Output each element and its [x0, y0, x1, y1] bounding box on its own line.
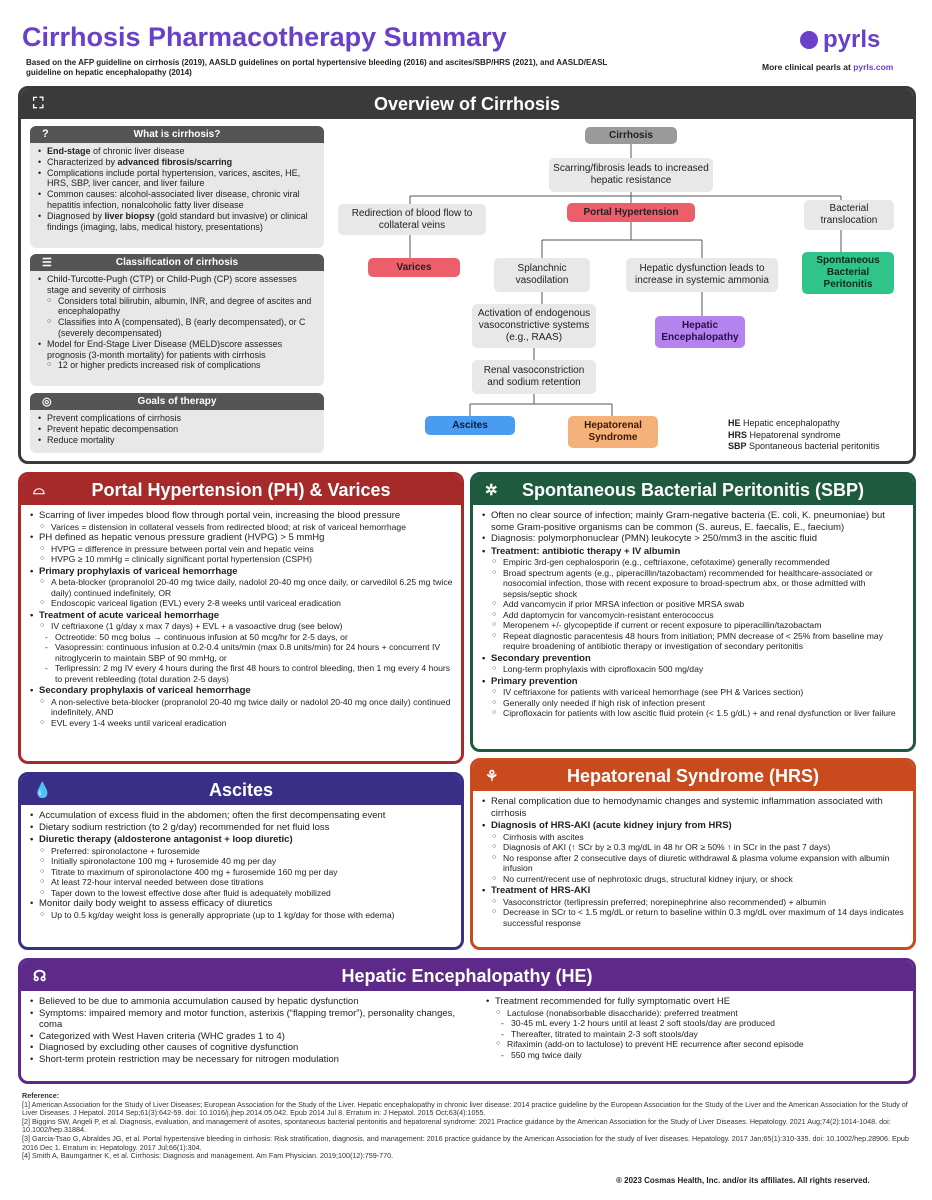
- list-item: ○ Add vancomycin if prior MRSA infection or positive MRSA swab: [481, 599, 905, 610]
- node-hrs: Hepatorenal Syndrome: [568, 416, 658, 448]
- list-item: • Diagnosed by excluding other causes of cognitive dysfunction: [29, 1042, 469, 1054]
- droplet-icon: 💧: [33, 782, 52, 799]
- list-item: • Dietary sodium restriction (to 2 g/day) recommended for net fluid loss: [29, 822, 453, 834]
- list-item: ○ Classifies into A (compensated), B (early decompensated), or C (severely decompensated): [38, 317, 316, 339]
- he-panel: [18, 958, 916, 1084]
- list-item: • Treatment of acute variceal hemorrhage: [29, 610, 453, 622]
- ph-panel: [18, 472, 464, 764]
- list-item: ○ Cirrhosis with ascites: [481, 832, 905, 843]
- reference-item: [3] Garcia-Tsao G, Abraldes JG, et al. Portal hypertensive bleeding in cirrhosis: Risk stratification, diagnosis, and management: 2016 practice guidance by the American Association for the study of liver diseases. Hepatology. 2017 Jan;65(1):310-335. doi: 10.1002/hep.28906. Epub 2016 Dec 1. Erratum in: Hepatology. 2017 Jul;66(1):304.: [22, 1133, 909, 1152]
- goals-list: [30, 410, 324, 448]
- list-item: • Accumulation of excess fluid in the abdomen; often the first decompensating event: [29, 810, 453, 822]
- sbp-panel: [470, 472, 916, 752]
- node-renal: Renal vasoconstriction and sodium retention: [472, 360, 596, 394]
- legend-item: HRS Hepatorenal syndrome: [728, 429, 841, 440]
- list-item: ○ Vasoconstrictor (terlipressin preferred; norepinephrine also recommended) + albumin: [481, 897, 905, 908]
- list-item: ○ A beta-blocker (propranolol 20-40 mg twice daily, nadolol 20-40 mg once daily, or carvedilol 6.25 mg twice daily) continued indefinitely, OR: [29, 577, 453, 598]
- list-item: ○ Ciprofloxacin for patients with low ascitic fluid protein (< 1.5 g/dL) + and renal dysfunction or liver failure: [481, 708, 905, 719]
- copyright: ® 2023 Cosmas Health, Inc. and/or its affiliates. All rights reserved.: [616, 1176, 870, 1185]
- list-item: • Diagnosis: polymorphonuclear (PMN) leukocyte > 250/mm3 in the ascitic fluid: [481, 533, 905, 545]
- list-icon: ☰: [42, 257, 52, 269]
- list-item: • Reduce mortality: [38, 435, 316, 446]
- list-item: • Primary prophylaxis of variceal hemorrhage: [29, 566, 453, 578]
- list-item: • Model for End-Stage Liver Disease (MELD)score assesses prognosis (3-month mortality) for patients with cirrhosis: [38, 339, 316, 361]
- logo[interactable]: [800, 26, 880, 54]
- node-hepatic-dysfunction: Hepatic dysfunction leads to increase in systemic ammonia: [626, 258, 778, 292]
- page-title: Cirrhosis Pharmacotherapy Summary: [22, 22, 507, 52]
- list-item: • Treatment recommended for fully symptomatic overt HE: [485, 996, 905, 1008]
- classification-box: [30, 254, 324, 386]
- he-left-list: [29, 996, 469, 1065]
- node-splanchnic: Splanchnic vasodilation: [494, 258, 590, 292]
- liver-icon: ⌓: [33, 481, 45, 498]
- list-item: • Diagnosed by liver biopsy (gold standard but invasive) or clinical findings (imaging, labs, medical history, presentations): [38, 211, 316, 233]
- list-item: • Believed to be due to ammonia accumulation caused by hepatic dysfunction: [29, 996, 469, 1008]
- list-item: • Often no clear source of infection; mainly Gram-negative bacteria (E. coli, K. pneumoniae) but some Gram-positive organisms can be common (S. aureus, E. faecalis, E., faecium): [481, 510, 905, 533]
- logo-text: pyrls: [823, 26, 881, 53]
- node-varices: Varices: [368, 258, 460, 277]
- list-item: • Prevent complications of cirrhosis: [38, 413, 316, 424]
- overview-title: Overview of Cirrhosis: [373, 93, 561, 114]
- list-item: ○ Add daptomycin for vancomycin-resistant enterococcus: [481, 610, 905, 621]
- list-item: - Vasopressin: continuous infusion at 0.2-0.4 units/min (max 0.8 units/min) for 24 hours + concurrent IV nitroglycerin to maintain SBP of 90 mmHg, or: [29, 642, 453, 663]
- list-item: ○ Generally only needed if high risk of infection present: [481, 698, 905, 709]
- node-sbp: Spontaneous Bacterial Peritonitis: [802, 252, 894, 294]
- list-item: ○ IV ceftriaxone for patients with variceal hemorrhage (see PH & Varices section): [481, 687, 905, 698]
- list-item: • Short-term protein restriction may be necessary for nitrogen modulation: [29, 1054, 469, 1066]
- list-item: • Primary prevention: [481, 676, 905, 688]
- list-item: ○ Rifaximin (add-on to lactulose) to prevent HE recurrence after second episode: [485, 1039, 905, 1050]
- list-item: ○ Endoscopic variceal ligation (EVL) every 2-8 weeks until variceal eradication: [29, 598, 453, 609]
- node-redirection: Redirection of blood flow to collateral veins: [338, 204, 486, 235]
- list-item: • Diagnosis of HRS-AKI (acute kidney injury from HRS): [481, 820, 905, 832]
- reference-item: [1] American Association for the Study of Liver Diseases; European Association for the Study of the Liver. Hepatic encephalopathy in chronic liver disease: 2014 practice guideline by the European Association for the Study of the Liver and the American Association for the Study of Liver Diseases. J Hepatol. 2014 Sep;61(3):642-59. doi: 10.1016/j.jhep.2014.05.042. Epub 2014 Jul 8. Erratum in: J Hepatol. 2015 Oct;63(4):1055.: [22, 1099, 908, 1118]
- moon-icon: [800, 31, 818, 49]
- list-item: ○ Diagnosis of AKI (↑ SCr by ≥ 0.3 mg/dL in 48 hr OR ≥ 50% ↑ in SCr in the past 7 days): [481, 842, 905, 853]
- goals-header: ◎ Goals of therapy: [30, 393, 324, 410]
- liver-diagram-icon: ⛶: [33, 95, 44, 112]
- node-ascites: Ascites: [425, 416, 515, 435]
- list-item: ○ Decrease in SCr to < 1.5 mg/dL or return to baseline within 0.3 mg/dL over maximum of 14 days indicates successful response: [481, 907, 905, 928]
- node-bacterial: Bacterial translocation: [804, 200, 894, 230]
- list-item: ○ Long-term prophylaxis with ciprofloxacin 500 mg/day: [481, 664, 905, 675]
- bacteria-icon: ✲: [485, 482, 498, 499]
- hrs-list: [481, 796, 905, 928]
- more-label: More clinical pearls at: [762, 62, 854, 72]
- list-item: - 30-45 mL every 1-2 hours until at least 2 soft stools/day are produced: [485, 1018, 905, 1029]
- list-item: ○ At least 72-hour interval needed between dose titrations: [29, 877, 453, 888]
- node-cirrhosis: Cirrhosis: [585, 127, 677, 144]
- list-item: ○ HVPG ≥ 10 mmHg = clinically significant portal hypertension (CSPH): [29, 554, 453, 565]
- list-item: - 550 mg twice daily: [485, 1050, 905, 1061]
- list-item: ○ Lactulose (nonabsorbable disaccharide): preferred treatment: [485, 1008, 905, 1019]
- sbp-header: [473, 475, 913, 505]
- node-scarring: Scarring/fibrosis leads to increased hepatic resistance: [549, 158, 713, 192]
- list-item: • Common causes: alcohol-associated liver disease, chronic viral hepatitis infection, nonalcoholic fatty liver disease: [38, 189, 316, 211]
- more-pearls: [762, 62, 893, 72]
- node-portal-hypertension: Portal Hypertension: [567, 203, 695, 222]
- hrs-header: [473, 761, 913, 791]
- node-activation: Activation of endogenous vasoconstrictive systems (e.g., RAAS): [472, 304, 596, 348]
- classification-header: ☰ Classification of cirrhosis: [30, 254, 324, 271]
- list-item: • Diuretic therapy (aldosterone antagonist + loop diuretic): [29, 834, 453, 846]
- what-list: [30, 143, 324, 235]
- list-item: • Secondary prevention: [481, 653, 905, 665]
- references: [22, 1092, 912, 1161]
- ascites-header: [21, 775, 461, 805]
- list-item: ○ Meropenem +/- glycopeptide if current or recent exposure to piperacillin/tazobactam: [481, 620, 905, 631]
- list-item: - Terlipressin: 2 mg IV every 4 hours during the first 48 hours to control bleeding, then 1 mg every 4 hours to prevent rebleeding (total duration 2-5 days): [29, 663, 453, 684]
- question-icon: ?: [42, 128, 49, 140]
- list-item: • Categorized with West Haven criteria (WHC grades 1 to 4): [29, 1031, 469, 1043]
- he-header: [21, 961, 913, 991]
- list-item: ○ Preferred: spironolactone + furosemide: [29, 846, 453, 857]
- list-item: • End-stage of chronic liver disease: [38, 146, 316, 157]
- kidney-icon: ⚘: [485, 768, 499, 785]
- list-item: ○ EVL every 1-4 weeks until variceal eradication: [29, 718, 453, 729]
- list-item: ○ Empiric 3rd-gen cephalosporin (e.g., ceftriaxone, cefotaxime) generally recommended: [481, 557, 905, 568]
- list-item: ○ Repeat diagnostic paracentesis 48 hours from initiation; PMN decrease of < 25% from baseline may require broadening of antibiotic therapy or investigation of secondary peritonitis: [481, 631, 905, 652]
- hrs-panel: [470, 758, 916, 950]
- references-title: Reference:: [22, 1091, 60, 1100]
- list-item: ○ Taper down to the lowest effective dose after fluid is adequately mobilized: [29, 888, 453, 899]
- list-item: ○ IV ceftriaxone (1 g/day x max 7 days) + EVL + a vasoactive drug (see below): [29, 621, 453, 632]
- ph-list: [29, 510, 453, 728]
- overview-header: [21, 89, 913, 119]
- subtitle: Based on the AFP guideline on cirrhosis (2019), AASLD guidelines on portal hypertensive bleeding (2016) and ascites/SBP/HRS (2021), and AASLD/EASL guideline on hepatic encephalopathy (2014): [26, 58, 608, 77]
- sbp-list: [481, 510, 905, 719]
- list-item: ○ No current/recent use of nephrotoxic drugs, structural kidney injury, or shock: [481, 874, 905, 885]
- classification-list: [30, 271, 324, 374]
- list-item: • Scarring of liver impedes blood flow through portal vein, increasing the blood pressure: [29, 510, 453, 522]
- brain-icon: ☊: [33, 968, 47, 985]
- more-link[interactable]: pyrls.com: [853, 62, 894, 72]
- target-icon: ◎: [42, 396, 52, 408]
- list-item: ○ Up to 0.5 kg/day weight loss is generally appropriate (up to 1 kg/day for those with edema): [29, 910, 453, 921]
- list-item: • Monitor daily body weight to assess efficacy of diuretics: [29, 898, 453, 910]
- reference-item: [2] Biggins SW, Angeli P, et al. Diagnosis, evaluation, and management of ascites, spontaneous bacterial peritonitis and hepatorenal syndrome: 2021 Practice guidance by the American Association for the Study of Liver Diseases. Hepatology. 2021 Aug;74(2):1014-1048. doi: 10.1002/hep.31884.: [22, 1116, 891, 1135]
- ph-header: [21, 475, 461, 505]
- ascites-panel: [18, 772, 464, 950]
- he-right-list: [485, 996, 905, 1065]
- list-item: • Renal complication due to hemodynamic changes and systemic inflammation associated with cirrhosis: [481, 796, 905, 819]
- list-item: ○ Initially spironolactone 100 mg + furosemide 40 mg per day: [29, 856, 453, 867]
- sbp-title: Spontaneous Bacterial Peritonitis (SBP): [521, 479, 865, 500]
- list-item: • Treatment: antibiotic therapy + IV albumin: [481, 546, 905, 558]
- hrs-title: Hepatorenal Syndrome (HRS): [566, 765, 820, 786]
- list-item: - Thereafter, titrated to maintain 2-3 soft stools/day: [485, 1029, 905, 1040]
- reference-item: [4] Smith A, Baumgartner K, et al. Cirrhosis: Diagnosis and management. Am Fam Physician. 2019;100(12):759-770.: [22, 1151, 394, 1161]
- list-item: ○ Broad spectrum agents (e.g., piperacillin/tazobactam) recommended for healthcare-associated or nosocomial infection, those with recent exposure to broad-spectrum abx, or those admitted with sepsis/septic shock: [481, 568, 905, 600]
- list-item: ○ Considers total bilirubin, albumin, INR, and degree of ascites and encephalopathy: [38, 296, 316, 318]
- legend-item: HE Hepatic encephalopathy: [728, 418, 840, 428]
- list-item: ○ 12 or higher predicts increased risk of complications: [38, 360, 316, 371]
- ph-title: Portal Hypertension (PH) & Varices: [91, 479, 391, 500]
- what-header: ? What is cirrhosis?: [30, 126, 324, 143]
- node-hepatic-encephalopathy: Hepatic Encephalopathy: [655, 316, 745, 348]
- list-item: ○ Varices = distension in collateral vessels from redirected blood; at risk of variceal hemorrhage: [29, 522, 453, 533]
- legend-item: SBP Spontaneous bacterial peritonitis: [728, 441, 880, 451]
- list-item: • Prevent hepatic decompensation: [38, 424, 316, 435]
- list-item: ○ HVPG = difference in pressure between portal vein and hepatic veins: [29, 544, 453, 555]
- list-item: • Secondary prophylaxis of variceal hemorrhage: [29, 685, 453, 697]
- list-item: ○ No response after 2 consecutive days of diuretic withdrawal & plasma volume expansion with albumin infusion: [481, 853, 905, 874]
- list-item: ○ A non-selective beta-blocker (propranolol 20-40 mg twice daily or nadolol 20-40 mg once daily) continued indefinitely, AND: [29, 697, 453, 718]
- list-item: • Treatment of HRS-AKI: [481, 885, 905, 897]
- goals-box: [30, 393, 324, 453]
- list-item: • Child-Turcotte-Pugh (CTP) or Child-Pugh (CP) score assesses stage and severity of cirrhosis: [38, 274, 316, 296]
- what-box: [30, 126, 324, 248]
- he-title: Hepatic Encephalopathy (HE): [341, 965, 593, 986]
- list-item: - Octreotide: 50 mcg bolus → continuous infusion at 50 mcg/hr for 2-5 days, or: [29, 632, 453, 643]
- list-item: ○ Titrate to maximum of spironolactone 400 mg + furosemide 160 mg per day: [29, 867, 453, 878]
- abbreviation-legend: [728, 418, 880, 453]
- list-item: • PH defined as hepatic venous pressure gradient (HVPG) > 5 mmHg: [29, 532, 453, 544]
- list-item: • Characterized by advanced fibrosis/scarring: [38, 157, 316, 168]
- ascites-list: [29, 810, 453, 920]
- ascites-title: Ascites: [208, 779, 274, 800]
- list-item: • Symptoms: impaired memory and motor function, asterixis (“flapping tremor”), personality changes, coma: [29, 1008, 469, 1031]
- list-item: • Complications include portal hypertension, varices, ascites, HE, HRS, SBP, liver cancer, and liver failure: [38, 168, 316, 190]
